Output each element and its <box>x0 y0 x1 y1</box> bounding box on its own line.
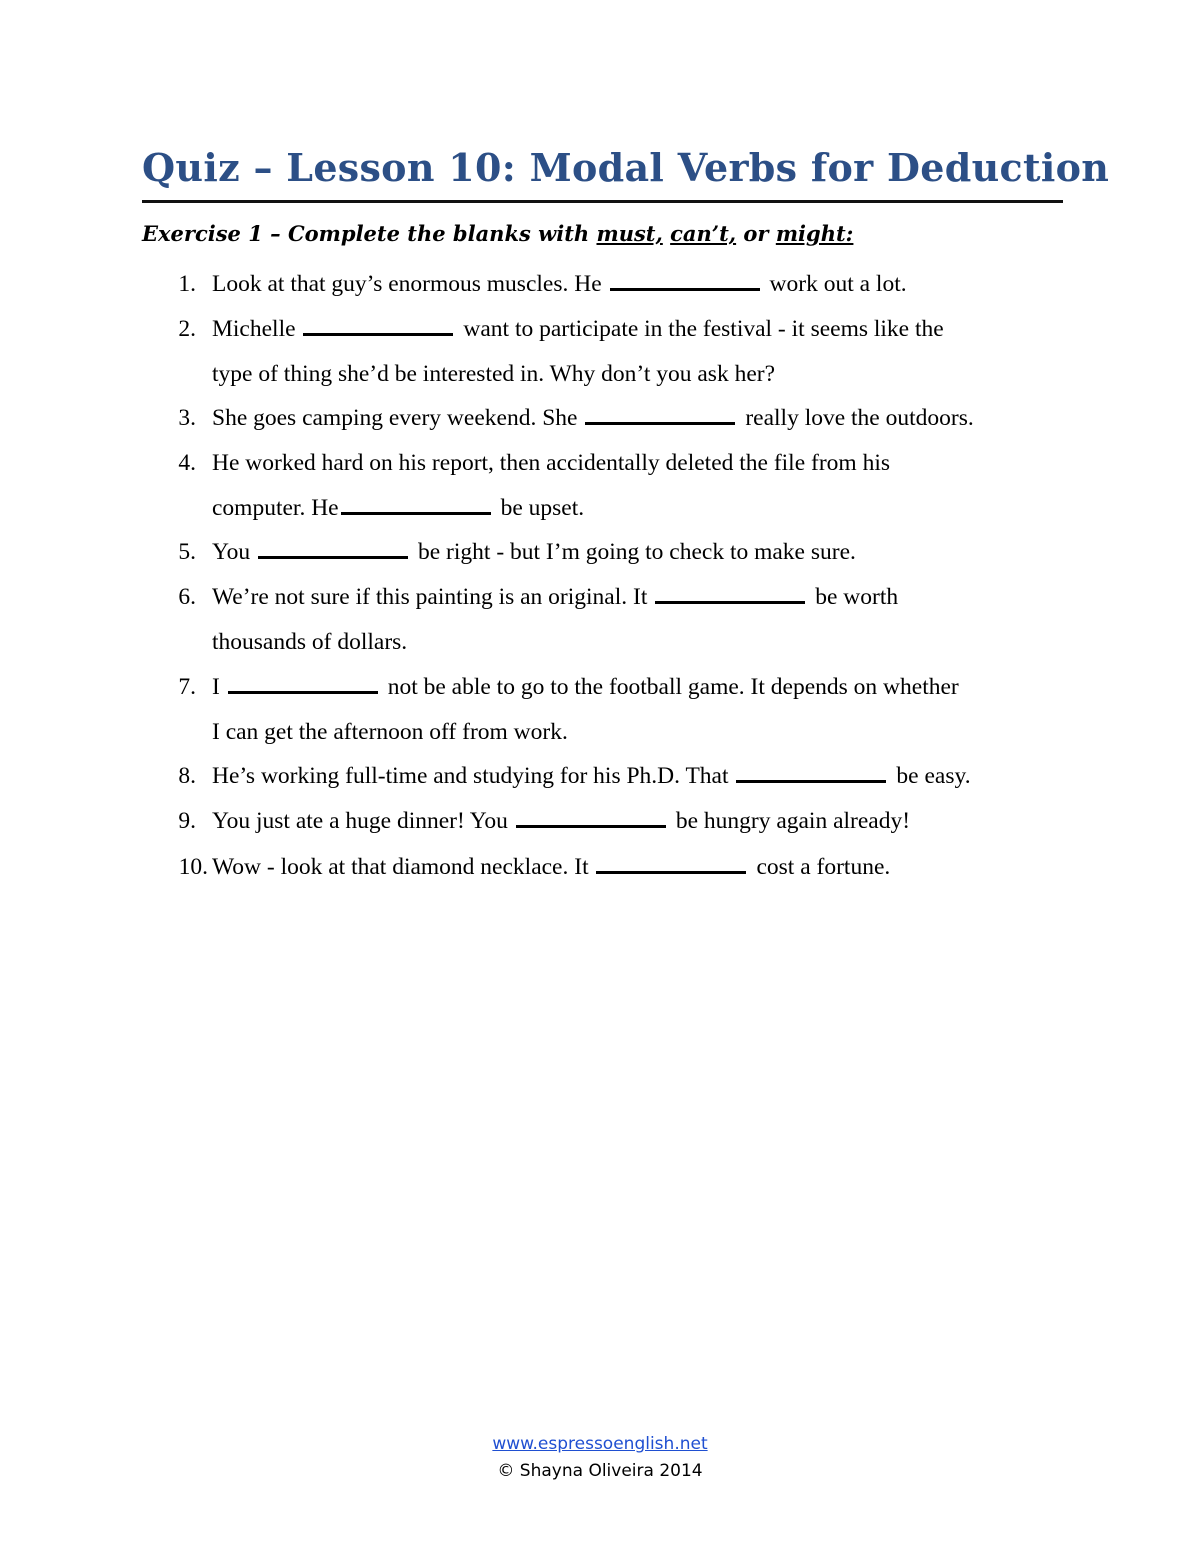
keyword-must: must, <box>596 221 663 246</box>
answer-blank[interactable] <box>585 402 735 425</box>
answer-blank[interactable] <box>303 313 453 336</box>
keyword-might: might: <box>775 221 854 246</box>
copyright-notice: © Shayna Oliveira 2014 <box>497 1461 703 1481</box>
answer-blank[interactable] <box>736 760 886 783</box>
question-text: I <box>212 674 220 700</box>
question-text: She goes camping every weekend. She <box>212 405 578 431</box>
question-1-line <box>212 267 907 301</box>
question-3-line <box>212 401 974 435</box>
question-4-line: He worked hard on his report, then accidentally deleted the file from his <box>212 450 891 476</box>
instruction-connector: or <box>743 221 769 246</box>
question-number: 4. <box>178 450 196 476</box>
question-9-line <box>212 804 910 838</box>
question-7-line <box>212 670 959 704</box>
question-text: really love the outdoors. <box>745 405 974 431</box>
question-number: 10. <box>178 854 208 880</box>
website-link[interactable]: www.espressoenglish.net <box>492 1434 708 1454</box>
answer-blank[interactable] <box>655 581 805 604</box>
question-text: We’re not sure if this painting is an original. It <box>212 584 648 610</box>
answer-blank[interactable] <box>228 671 378 694</box>
question-number: 7. <box>178 674 196 700</box>
question-text: He’s working full-time and studying for his Ph.D. That <box>212 763 729 789</box>
question-6-line <box>212 580 898 614</box>
question-text: not be able to go to the football game. It depends on whether <box>387 674 959 700</box>
question-text: be right - but I’m going to check to make sure. <box>418 539 856 565</box>
question-text: Look at that guy’s enormous muscles. He <box>212 271 602 297</box>
question-number: 5. <box>178 539 196 565</box>
answer-blank[interactable] <box>516 805 666 828</box>
answer-blank[interactable] <box>258 536 408 559</box>
question-number: 3. <box>178 405 196 431</box>
answer-blank[interactable] <box>610 268 760 291</box>
question-5-line <box>212 535 856 569</box>
question-text: computer. He <box>212 495 339 521</box>
question-text: be hungry again already! <box>675 808 911 834</box>
question-text: work out a lot. <box>769 271 907 297</box>
keyword-cant: can’t, <box>670 221 737 246</box>
instruction-prefix: Exercise 1 – Complete the blanks with <box>142 221 597 246</box>
question-number: 9. <box>178 808 196 834</box>
question-text: Wow - look at that diamond necklace. It <box>212 854 589 880</box>
question-text: be upset. <box>500 495 585 521</box>
page-title: Quiz – Lesson 10: Modal Verbs for Deduction <box>142 145 1110 190</box>
question-10-line <box>212 850 890 884</box>
question-7-continuation: I can get the afternoon off from work. <box>212 719 568 745</box>
question-text: You just ate a huge dinner! You <box>212 808 508 834</box>
question-text: be worth <box>815 584 899 610</box>
answer-blank[interactable] <box>596 851 746 874</box>
question-number: 1. <box>178 271 196 297</box>
question-text: cost a fortune. <box>756 854 891 880</box>
question-number: 8. <box>178 763 196 789</box>
question-text: be easy. <box>896 763 971 789</box>
question-6-continuation: thousands of dollars. <box>212 629 408 655</box>
question-8-line <box>212 759 971 793</box>
question-text: You <box>212 539 251 565</box>
question-2-continuation: type of thing she’d be interested in. Why don’t you ask her? <box>212 361 776 387</box>
question-2-line <box>212 312 944 346</box>
question-text: want to participate in the festival - it seems like the <box>463 316 944 342</box>
question-number: 6. <box>178 584 196 610</box>
question-4-continuation <box>212 491 584 525</box>
answer-blank[interactable] <box>341 492 491 515</box>
question-number: 2. <box>178 316 196 342</box>
question-text: Michelle <box>212 316 296 342</box>
